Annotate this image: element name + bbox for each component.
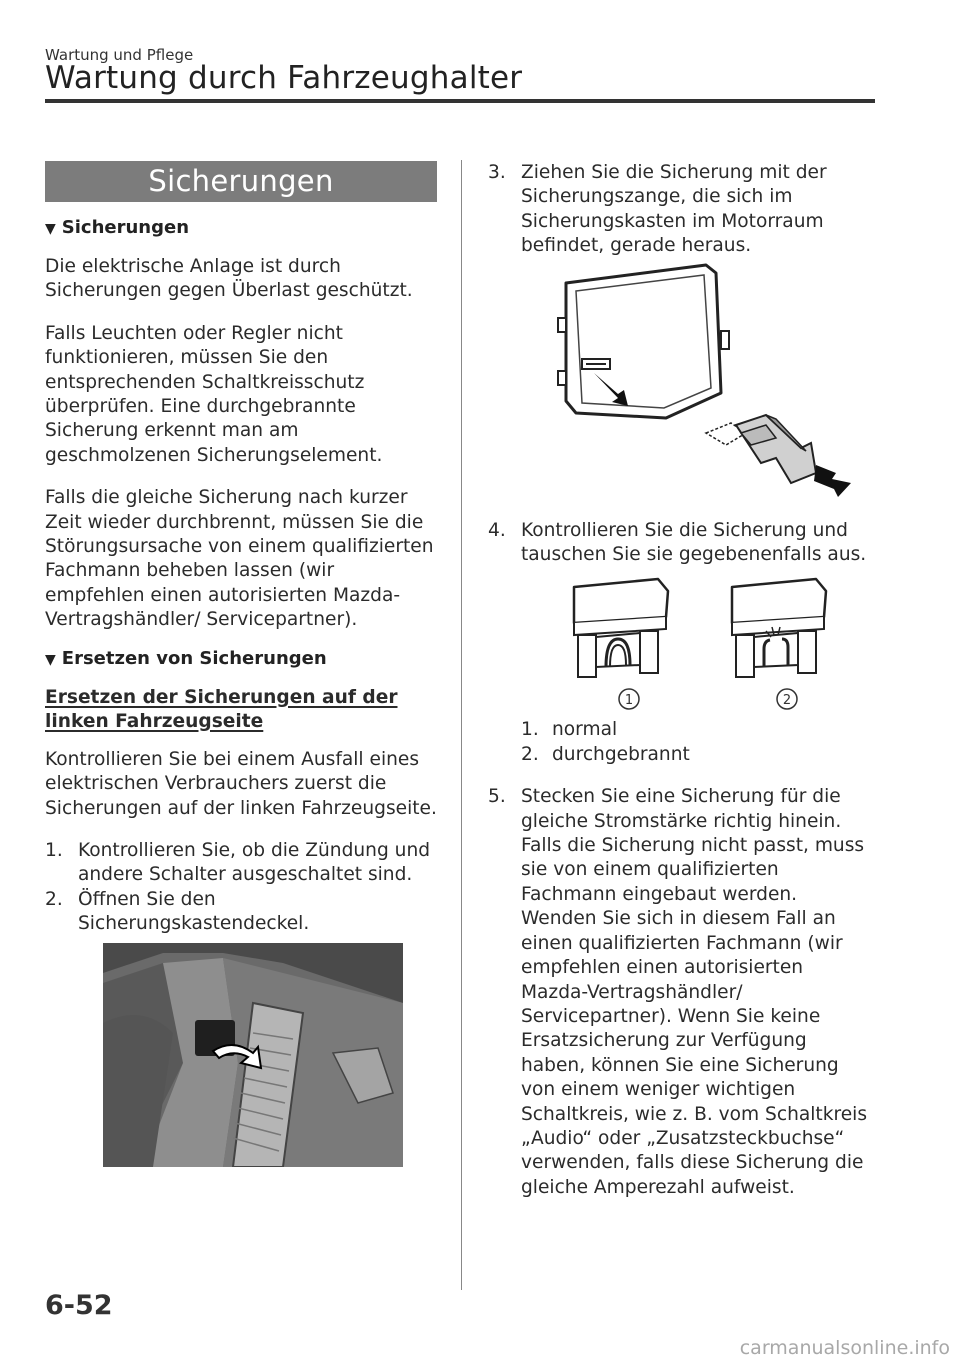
- step-3: 3. Ziehen Sie die Sicherung mit der Sicherungszange, die sich im Sicherungskasten im Motorraum befindet, gerade heraus.: [488, 162, 827, 257]
- paragraph-check: Falls Leuchten oder Regler nicht funktionieren, müssen Sie den entsprechenden Schaltkreisschutz überprüfen. Eine durchgebrannte Sicherung erkennt man am geschmolzenen Sicherungselement.: [45, 322, 383, 466]
- paragraph-intro: Die elektrische Anlage ist durch Sicherungen gegen Überlast geschützt.: [45, 256, 413, 302]
- fuse-legend: [488, 718, 873, 767]
- right-column: [488, 161, 873, 1200]
- fuse-puller-illustration: [546, 263, 856, 513]
- fuse-normal: [574, 579, 668, 677]
- page-title: Wartung durch Fahrzeughalter: [45, 60, 523, 96]
- subheading-fuses: [45, 216, 437, 241]
- step-5: 5. Stecken Sie eine Sicherung für die gleiche Stromstärke richtig hinein. Falls die Sicherung nicht passt, muss sie von einem qualifizierten Fachmann eingebaut werden. Wenden Sie sich in diesem Fall an einen qualifizierten Fachmann (wir empfehlen einen autorisierten Mazda-Vertragshändler/ Servicepartner). Wenn Sie keine Ersatzsicherung zur Verfügung haben, können Sie eine Sicherung von einem weniger wichtigen Schaltkreis, wie z. B. vom Schaltkreis „Audio“ oder „Zusatzsteckbuchse“ verwenden, falls diese Sicherung die gleiche Amperezahl aufweist.: [488, 786, 868, 1198]
- header-rule: [45, 99, 875, 103]
- callout-1-text: 1: [624, 693, 634, 709]
- watermark: carmanualsonline.info: [739, 1337, 950, 1359]
- step-4: 4. Kontrollieren Sie die Sicherung und tauschen Sie sie gegebenenfalls aus.: [488, 519, 867, 566]
- paragraph-left-side: Kontrollieren Sie bei einem Ausfall eines elektrischen Verbrauchers zuerst die Sicherungen auf der linken Fahrzeugseite.: [45, 748, 437, 819]
- steps-right-b: [488, 519, 873, 568]
- header-section-label: Wartung und Pflege: [45, 46, 194, 64]
- triangle-down-icon: ▼: [45, 221, 56, 237]
- steps-left: [45, 839, 437, 937]
- footwell-cover-illustration: [103, 943, 403, 1167]
- steps-right-c: [488, 785, 873, 1200]
- left-column: [45, 161, 437, 1167]
- legend-item: 1. normal: [521, 719, 618, 741]
- page-number: 6-52: [45, 1290, 113, 1321]
- column-divider: [461, 160, 462, 1290]
- subheading-replace: [45, 647, 437, 672]
- fuse-blown: [732, 579, 826, 677]
- steps-right-a: [488, 161, 873, 259]
- step-2: 2. Öffnen Sie den Sicherungskastendeckel.: [45, 888, 310, 935]
- legend-item: 2. durchgebrannt: [521, 743, 690, 765]
- subheading-replace-text: Ersetzen von Sicherungen: [61, 647, 327, 669]
- subheading-fuses-text: Sicherungen: [61, 217, 190, 238]
- fuse-comparison-illustration: [566, 577, 836, 712]
- underlined-heading: Ersetzen der Sicherungen auf der linken Fahrzeugseite: [45, 686, 398, 732]
- callout-1: [619, 689, 639, 709]
- step-1: 1. Kontrollieren Sie, ob die Zündung und andere Schalter ausgeschaltet sind.: [45, 839, 431, 886]
- callout-2: [777, 689, 797, 709]
- section-banner: Sicherungen: [45, 161, 437, 202]
- paragraph-repeat: Falls die gleiche Sicherung nach kurzer Zeit wieder durchbrennt, müssen Sie die Störungsursache von einem qualifizierten Fachmann beheben lassen (wir empfehlen einen autorisierten Mazda-Vertragshändler/ Servicepartner).: [45, 487, 434, 631]
- callout-2-text: 2: [782, 693, 792, 709]
- triangle-down-icon: ▼: [45, 651, 56, 668]
